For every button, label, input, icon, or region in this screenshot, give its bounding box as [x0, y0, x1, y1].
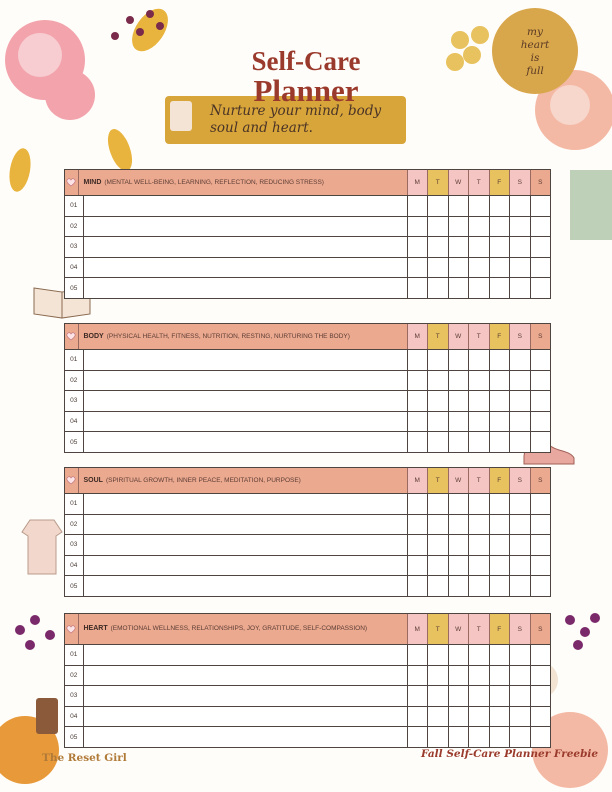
day-checkbox[interactable]	[510, 391, 531, 411]
day-checkbox[interactable]	[490, 645, 511, 665]
task-field[interactable]	[84, 556, 408, 576]
day-checkbox[interactable]	[531, 494, 551, 514]
section-title: HEART	[83, 625, 108, 632]
day-label: T	[428, 170, 449, 195]
day-checkbox[interactable]	[408, 278, 429, 298]
title-line: Self-Care	[251, 46, 361, 76]
row-number: 04	[65, 412, 84, 432]
day-checkboxes	[408, 645, 551, 665]
day-checkbox[interactable]	[531, 515, 551, 535]
stamp-text: is	[530, 52, 540, 64]
day-checkbox[interactable]	[510, 494, 531, 514]
day-label: S	[531, 324, 551, 349]
day-checkbox[interactable]	[469, 196, 490, 216]
day-checkbox[interactable]	[490, 196, 511, 216]
day-checkbox[interactable]	[408, 494, 429, 514]
tagline: Nurture your mind, body soul and heart.	[210, 103, 382, 136]
section-body	[64, 323, 551, 453]
day-checkbox[interactable]	[510, 196, 531, 216]
footer-caption: Fall Self-Care Planner Freebie	[421, 748, 599, 760]
task-field[interactable]	[84, 645, 408, 665]
day-header	[408, 324, 551, 349]
day-checkbox[interactable]	[469, 412, 490, 432]
day-label: W	[449, 170, 470, 195]
day-checkbox[interactable]	[469, 666, 490, 686]
day-checkbox[interactable]	[449, 350, 470, 370]
day-label: F	[490, 468, 511, 493]
day-label: T	[469, 468, 490, 493]
day-checkbox[interactable]	[510, 217, 531, 237]
table-row	[65, 665, 550, 686]
day-checkbox[interactable]	[428, 666, 449, 686]
day-checkbox[interactable]	[428, 278, 449, 298]
section-subtitle: (PHYSICAL HEALTH, FITNESS, NUTRITION, RESTING, NURTURING THE BODY)	[106, 332, 350, 340]
stamp-text: my	[527, 26, 543, 38]
day-checkbox[interactable]	[408, 350, 429, 370]
day-checkbox[interactable]	[469, 556, 490, 576]
day-checkbox[interactable]	[449, 391, 470, 411]
section-label	[79, 170, 408, 195]
day-checkbox[interactable]	[449, 371, 470, 391]
day-checkbox[interactable]	[428, 258, 449, 278]
day-checkbox[interactable]	[490, 278, 511, 298]
day-checkbox[interactable]	[428, 535, 449, 555]
candle-icon	[36, 698, 58, 734]
day-checkboxes	[408, 258, 551, 278]
row-number: 01	[65, 350, 84, 370]
task-field[interactable]	[84, 432, 408, 452]
section-header	[65, 468, 550, 493]
section-label	[79, 468, 408, 493]
day-checkbox[interactable]	[490, 515, 511, 535]
table-row	[65, 685, 550, 706]
day-checkbox[interactable]	[449, 645, 470, 665]
day-checkboxes	[408, 371, 551, 391]
row-number: 04	[65, 707, 84, 727]
day-checkboxes	[408, 217, 551, 237]
table-row	[65, 726, 550, 747]
section-label	[79, 614, 408, 644]
heart-icon	[65, 324, 79, 349]
task-rows	[65, 349, 550, 452]
day-checkboxes	[408, 666, 551, 686]
day-checkbox[interactable]	[490, 556, 511, 576]
day-checkboxes	[408, 196, 551, 216]
day-checkbox[interactable]	[531, 576, 551, 596]
row-number: 02	[65, 371, 84, 391]
day-checkbox[interactable]	[531, 727, 551, 747]
day-checkbox[interactable]	[449, 666, 470, 686]
day-checkbox[interactable]	[449, 494, 470, 514]
day-checkbox[interactable]	[531, 645, 551, 665]
table-row	[65, 514, 550, 535]
task-field[interactable]	[84, 371, 408, 391]
section-subtitle: (EMOTIONAL WELLNESS, RELATIONSHIPS, JOY, GRATITUDE, SELF-COMPASSION)	[110, 625, 368, 632]
day-checkbox[interactable]	[428, 237, 449, 257]
task-field[interactable]	[84, 707, 408, 727]
day-label: M	[408, 468, 429, 493]
row-number: 01	[65, 645, 84, 665]
day-label: S	[510, 468, 531, 493]
day-checkbox[interactable]	[531, 371, 551, 391]
table-row	[65, 196, 550, 216]
day-checkbox[interactable]	[408, 707, 429, 727]
task-field[interactable]	[84, 494, 408, 514]
day-checkbox[interactable]	[428, 412, 449, 432]
table-row	[65, 350, 550, 370]
day-checkbox[interactable]	[428, 576, 449, 596]
day-checkbox[interactable]	[510, 576, 531, 596]
day-checkbox[interactable]	[408, 412, 429, 432]
day-checkbox[interactable]	[469, 217, 490, 237]
day-checkbox[interactable]	[490, 217, 511, 237]
day-checkbox[interactable]	[510, 278, 531, 298]
day-checkbox[interactable]	[510, 535, 531, 555]
day-header	[408, 170, 551, 195]
day-checkbox[interactable]	[510, 707, 531, 727]
task-field[interactable]	[84, 515, 408, 535]
day-checkbox[interactable]	[531, 258, 551, 278]
table-row	[65, 706, 550, 727]
day-checkbox[interactable]	[428, 432, 449, 452]
day-checkbox[interactable]	[469, 278, 490, 298]
day-checkbox[interactable]	[449, 686, 470, 706]
section-subtitle: (MENTAL WELL-BEING, LEARNING, REFLECTION, REDUCING STRESS)	[104, 178, 324, 186]
day-checkbox[interactable]	[469, 258, 490, 278]
day-checkbox[interactable]	[510, 412, 531, 432]
day-checkbox[interactable]	[469, 237, 490, 257]
day-label: M	[408, 614, 429, 644]
day-label: F	[490, 614, 511, 644]
task-field[interactable]	[84, 576, 408, 596]
table-row	[65, 555, 550, 576]
task-field[interactable]	[84, 686, 408, 706]
stamp-text: full	[526, 65, 544, 77]
task-field[interactable]	[84, 237, 408, 257]
day-checkbox[interactable]	[408, 645, 429, 665]
day-checkbox[interactable]	[428, 371, 449, 391]
day-checkboxes	[408, 686, 551, 706]
day-checkbox[interactable]	[531, 432, 551, 452]
day-label: T	[469, 324, 490, 349]
table-row	[65, 575, 550, 596]
section-header	[65, 170, 550, 195]
task-field[interactable]	[84, 217, 408, 237]
day-checkboxes	[408, 707, 551, 727]
day-checkbox[interactable]	[490, 432, 511, 452]
day-label: S	[510, 614, 531, 644]
day-checkbox[interactable]	[469, 432, 490, 452]
day-label: F	[490, 170, 511, 195]
day-checkbox[interactable]	[408, 727, 429, 747]
row-number: 03	[65, 391, 84, 411]
heart-icon	[65, 170, 79, 195]
task-field[interactable]	[84, 727, 408, 747]
day-label: T	[428, 468, 449, 493]
day-checkbox[interactable]	[449, 576, 470, 596]
day-checkbox[interactable]	[531, 350, 551, 370]
day-checkbox[interactable]	[510, 258, 531, 278]
day-checkbox[interactable]	[408, 196, 429, 216]
day-checkbox[interactable]	[490, 494, 511, 514]
day-label: S	[510, 324, 531, 349]
brand-name: The Reset Girl	[42, 752, 127, 764]
day-checkbox[interactable]	[490, 707, 511, 727]
day-checkbox[interactable]	[428, 556, 449, 576]
day-checkbox[interactable]	[449, 412, 470, 432]
day-checkbox[interactable]	[510, 515, 531, 535]
day-checkboxes	[408, 350, 551, 370]
task-field[interactable]	[84, 391, 408, 411]
day-checkbox[interactable]	[490, 535, 511, 555]
day-checkbox[interactable]	[408, 258, 429, 278]
day-checkboxes	[408, 515, 551, 535]
day-label: F	[490, 324, 511, 349]
day-checkboxes	[408, 727, 551, 747]
day-checkbox[interactable]	[469, 350, 490, 370]
task-field[interactable]	[84, 196, 408, 216]
day-checkbox[interactable]	[428, 217, 449, 237]
heart-stamp	[492, 8, 578, 94]
day-checkbox[interactable]	[428, 727, 449, 747]
day-checkbox[interactable]	[428, 707, 449, 727]
day-checkbox[interactable]	[469, 391, 490, 411]
day-checkbox[interactable]	[490, 391, 511, 411]
day-label: W	[449, 468, 470, 493]
section-subtitle: (SPIRITUAL GROWTH, INNER PEACE, MEDITATION, PURPOSE)	[105, 476, 301, 484]
row-number: 04	[65, 258, 84, 278]
day-checkbox[interactable]	[531, 391, 551, 411]
day-checkbox[interactable]	[490, 576, 511, 596]
heart-icon	[65, 468, 79, 493]
task-rows	[65, 195, 550, 298]
day-checkbox[interactable]	[449, 237, 470, 257]
day-checkbox[interactable]	[469, 686, 490, 706]
day-checkbox[interactable]	[469, 494, 490, 514]
day-checkbox[interactable]	[531, 237, 551, 257]
day-checkbox[interactable]	[469, 535, 490, 555]
day-checkbox[interactable]	[428, 391, 449, 411]
day-checkboxes	[408, 278, 551, 298]
day-checkbox[interactable]	[449, 515, 470, 535]
day-checkboxes	[408, 432, 551, 452]
day-checkbox[interactable]	[531, 196, 551, 216]
day-label: S	[531, 170, 551, 195]
day-checkbox[interactable]	[490, 371, 511, 391]
day-checkbox[interactable]	[428, 196, 449, 216]
day-checkbox[interactable]	[449, 727, 470, 747]
day-checkbox[interactable]	[510, 686, 531, 706]
row-number: 02	[65, 515, 84, 535]
day-checkbox[interactable]	[510, 432, 531, 452]
day-label: S	[510, 170, 531, 195]
day-checkbox[interactable]	[531, 686, 551, 706]
row-number: 03	[65, 686, 84, 706]
day-checkbox[interactable]	[490, 350, 511, 370]
day-label: T	[428, 324, 449, 349]
day-checkbox[interactable]	[449, 217, 470, 237]
day-checkbox[interactable]	[531, 556, 551, 576]
day-checkbox[interactable]	[490, 727, 511, 747]
task-field[interactable]	[84, 278, 408, 298]
row-number: 04	[65, 556, 84, 576]
day-checkbox[interactable]	[510, 371, 531, 391]
day-checkbox[interactable]	[490, 237, 511, 257]
day-checkbox[interactable]	[469, 707, 490, 727]
day-checkbox[interactable]	[510, 666, 531, 686]
day-checkbox[interactable]	[490, 686, 511, 706]
day-checkbox[interactable]	[449, 535, 470, 555]
section-heart	[64, 613, 551, 748]
section-label	[79, 324, 408, 349]
task-field[interactable]	[84, 535, 408, 555]
day-checkboxes	[408, 535, 551, 555]
day-checkbox[interactable]	[510, 556, 531, 576]
day-checkbox[interactable]	[531, 535, 551, 555]
day-label: S	[531, 614, 551, 644]
table-row	[65, 277, 550, 298]
day-checkbox[interactable]	[428, 494, 449, 514]
day-checkbox[interactable]	[408, 217, 429, 237]
day-checkbox[interactable]	[449, 278, 470, 298]
day-checkbox[interactable]	[408, 371, 429, 391]
row-number: 03	[65, 535, 84, 555]
table-row	[65, 534, 550, 555]
day-label: M	[408, 170, 429, 195]
row-number: 01	[65, 196, 84, 216]
day-header	[408, 614, 551, 644]
table-row	[65, 390, 550, 411]
day-checkbox[interactable]	[428, 515, 449, 535]
day-checkbox[interactable]	[490, 666, 511, 686]
day-checkbox[interactable]	[428, 350, 449, 370]
day-checkbox[interactable]	[531, 666, 551, 686]
day-checkbox[interactable]	[469, 371, 490, 391]
day-checkbox[interactable]	[408, 666, 429, 686]
day-label: S	[531, 468, 551, 493]
day-label: W	[449, 614, 470, 644]
day-label: T	[469, 170, 490, 195]
day-checkbox[interactable]	[408, 576, 429, 596]
table-row	[65, 257, 550, 278]
row-number: 05	[65, 576, 84, 596]
row-number: 05	[65, 727, 84, 747]
day-checkboxes	[408, 237, 551, 257]
table-row	[65, 370, 550, 391]
stamp-text: heart	[520, 39, 550, 51]
day-label: M	[408, 324, 429, 349]
section-header	[65, 614, 550, 644]
task-field[interactable]	[84, 666, 408, 686]
day-checkbox[interactable]	[449, 196, 470, 216]
title-line: Planner	[253, 73, 359, 108]
task-rows	[65, 493, 550, 596]
day-checkbox[interactable]	[510, 350, 531, 370]
day-checkbox[interactable]	[469, 645, 490, 665]
day-checkbox[interactable]	[449, 707, 470, 727]
day-checkbox[interactable]	[531, 217, 551, 237]
section-mind	[64, 169, 551, 299]
table-row	[65, 236, 550, 257]
day-checkboxes	[408, 391, 551, 411]
row-number: 05	[65, 432, 84, 452]
day-checkboxes	[408, 494, 551, 514]
sweater-icon	[20, 516, 64, 576]
table-row	[65, 494, 550, 514]
task-field[interactable]	[84, 412, 408, 432]
day-checkbox[interactable]	[531, 412, 551, 432]
day-checkbox[interactable]	[531, 707, 551, 727]
day-checkbox[interactable]	[469, 515, 490, 535]
heart-icon	[65, 614, 79, 644]
day-header	[408, 468, 551, 493]
day-label: T	[428, 614, 449, 644]
day-checkbox[interactable]	[510, 237, 531, 257]
day-checkbox[interactable]	[408, 686, 429, 706]
row-number: 05	[65, 278, 84, 298]
day-checkbox[interactable]	[428, 645, 449, 665]
task-field[interactable]	[84, 258, 408, 278]
day-checkbox[interactable]	[490, 258, 511, 278]
day-checkbox[interactable]	[469, 727, 490, 747]
day-checkbox[interactable]	[408, 535, 429, 555]
day-checkbox[interactable]	[408, 515, 429, 535]
section-title: BODY	[83, 332, 104, 340]
section-title: SOUL	[83, 476, 103, 484]
day-checkbox[interactable]	[531, 278, 551, 298]
day-checkbox[interactable]	[408, 556, 429, 576]
day-checkboxes	[408, 576, 551, 596]
page-title	[178, 48, 434, 106]
day-label: W	[449, 324, 470, 349]
table-row	[65, 411, 550, 432]
day-checkbox[interactable]	[408, 237, 429, 257]
day-checkbox[interactable]	[469, 576, 490, 596]
task-rows	[65, 644, 550, 747]
day-checkbox[interactable]	[449, 258, 470, 278]
section-title: MIND	[83, 178, 102, 186]
section-soul	[64, 467, 551, 597]
day-checkbox[interactable]	[408, 391, 429, 411]
table-row	[65, 645, 550, 665]
day-checkbox[interactable]	[449, 432, 470, 452]
day-checkbox[interactable]	[490, 412, 511, 432]
day-checkboxes	[408, 412, 551, 432]
row-number: 02	[65, 217, 84, 237]
row-number: 03	[65, 237, 84, 257]
day-checkbox[interactable]	[449, 556, 470, 576]
day-label: T	[469, 614, 490, 644]
day-checkboxes	[408, 556, 551, 576]
day-checkbox[interactable]	[510, 645, 531, 665]
day-checkbox[interactable]	[408, 432, 429, 452]
table-row	[65, 431, 550, 452]
table-row	[65, 216, 550, 237]
task-field[interactable]	[84, 350, 408, 370]
row-number: 02	[65, 666, 84, 686]
section-header	[65, 324, 550, 349]
day-checkbox[interactable]	[428, 686, 449, 706]
row-number: 01	[65, 494, 84, 514]
day-checkbox[interactable]	[510, 727, 531, 747]
